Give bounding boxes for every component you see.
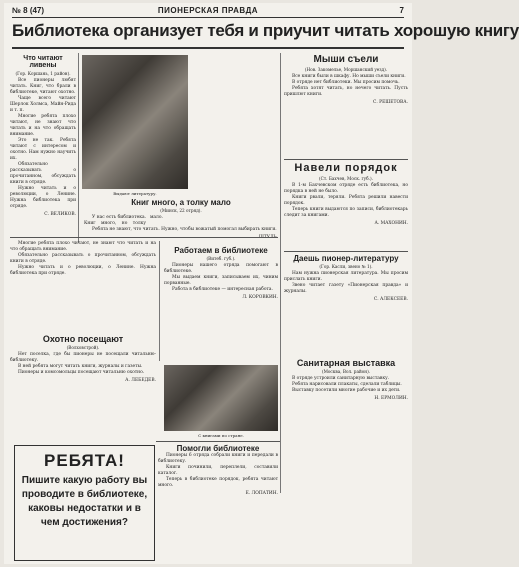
article-subtitle: (Гор. Коршань, 1 район). bbox=[15, 70, 71, 76]
paragraph: Пионеры и комсомольцы посещают читальню охотно. bbox=[18, 370, 145, 376]
article-title: Мыши съели bbox=[313, 54, 379, 65]
paragraph: Все пионеры любят читать. Книг, что брали в библиотеке, читают охотно. bbox=[10, 77, 76, 95]
paragraph: В ней ребята могут читать книги, журналы и газеты. bbox=[18, 364, 143, 370]
paragraph: Звено читает газету «Пионерская правда» и журналы. bbox=[284, 283, 408, 295]
article-what-they-read bbox=[10, 55, 76, 233]
photo-books-delivery bbox=[164, 365, 278, 431]
photo-caption: Выдают литературу. bbox=[113, 191, 157, 196]
article-sanitary-exhibition bbox=[284, 359, 408, 559]
article-title: Помогли библиотеке bbox=[176, 444, 260, 453]
paragraph: У нас есть библиотека. Книг много, но толку мало. bbox=[84, 215, 163, 227]
newspaper-title: ПИОНЕРСКАЯ ПРАВДА bbox=[157, 6, 259, 15]
paragraph: Ребята нарисовали плакаты, сделали таблицы. bbox=[292, 382, 402, 388]
paragraph: В отряде устроили санитарную выставку. bbox=[292, 376, 390, 382]
call-to-action-box bbox=[14, 445, 155, 561]
photo-library-counter bbox=[82, 55, 188, 189]
article-order bbox=[284, 163, 408, 247]
paragraph: Книги рвали, теряли. Ребята решили навести порядок. bbox=[284, 194, 408, 206]
paragraph: Все книги были в шкафу. Но мыши съели книги. bbox=[292, 73, 406, 79]
paragraph: Нет поселка, где бы пионеры не посещали читальню-библиотеку. bbox=[10, 352, 156, 364]
column-rule bbox=[280, 53, 281, 493]
article-subtitle: (Гор. Касли, звено № 1). bbox=[319, 264, 373, 270]
cta-text: Пишите какую работу вы проводите в библиотеке, каковы недостатки и в чем достижения? bbox=[21, 475, 148, 528]
photo-caption: С книгами по стране. bbox=[198, 433, 244, 438]
article-what-they-read-continued bbox=[10, 241, 156, 331]
author-signature: С. ВЕЛИКОВ. bbox=[44, 211, 76, 217]
article-willingly-visit bbox=[10, 335, 156, 441]
article-title: Охотно посещают bbox=[42, 334, 124, 344]
column-rule bbox=[159, 241, 160, 361]
paragraph: Книги починили, переплели, составили каталог. bbox=[158, 465, 278, 477]
article-many-books bbox=[84, 199, 278, 241]
paragraph: Многие ребята плохо читают, не знают что читать и на что обращать внимание. bbox=[10, 241, 156, 252]
paragraph: Ребята не знают, что читать. Нужно, чтобы вожатый помогал выбирать книги. bbox=[92, 227, 277, 233]
article-subtitle: (Москва, Вол. район). bbox=[321, 369, 371, 375]
paragraph: Теперь в библиотеке порядок, ребята читают много. bbox=[158, 477, 278, 489]
paragraph: Чаще всего читают Шерлок Холмса, Майн-Рида и т. п. bbox=[10, 95, 76, 113]
article-title: Что читают ливены bbox=[23, 55, 63, 70]
article-title: Даешь пионер-литературу bbox=[293, 254, 399, 263]
cta-heading: РЕБЯТА! bbox=[44, 451, 125, 470]
article-title: Навели порядок bbox=[294, 162, 398, 174]
paragraph: Пионеры нашего отряда помогают в библиотеке. bbox=[164, 263, 278, 275]
author-signature: А. ЛЕБЕДЕВ. bbox=[125, 378, 156, 384]
paragraph: Нужно читать и о революции, о Ленине. Нужна библиотека при отряде. bbox=[10, 185, 76, 209]
paragraph: Нам нужна пионерская литература. Мы просим прислать книги. bbox=[284, 271, 408, 283]
paragraph: Пионеры 6 отряда собрали книги и передали в библиотеку. bbox=[158, 453, 278, 465]
article-title: Книг много, а толку мало bbox=[131, 198, 231, 207]
article-subtitle: (Волховстрой). bbox=[66, 345, 100, 351]
article-title: Санитарная выставка bbox=[296, 358, 396, 368]
author-signature: Н. ЕРМОЛИН. bbox=[374, 396, 408, 402]
article-subtitle: (Нов. Закомелье, Моршанский уезд). bbox=[304, 66, 388, 72]
paragraph: Выставку посетили многие рабочие и их дети. bbox=[292, 388, 401, 394]
article-subtitle: (Минск, 22 отряд). bbox=[160, 208, 202, 214]
article-mice-ate bbox=[284, 55, 408, 157]
paragraph: Теперь книги выдаются по записи, библиотекарь следит за книгами. bbox=[284, 206, 408, 218]
divider bbox=[284, 159, 408, 160]
paragraph: Обязательно рассказывать о прочитанном, обсуждать книги в отряде. bbox=[10, 161, 76, 185]
paragraph: Это не так. Ребята читают с интересом и охотно. Нам нужно научить их. bbox=[10, 137, 76, 161]
author-signature: Е. ЛОПАТИН. bbox=[245, 491, 278, 497]
page-number: 7 bbox=[399, 6, 404, 15]
article-title: Работаем в библиотеке bbox=[174, 246, 268, 255]
paragraph: Работа в библиотеке — интересная работа. bbox=[172, 287, 273, 293]
paragraph: Нужно читать и о революции, о Ленине. Нужна библиотека при отряде. bbox=[10, 265, 156, 276]
author-signature: Л. КОРОВКИН. bbox=[242, 295, 278, 301]
paragraph: В 1-м Бахчевском отряде есть библиотека, но порядка в ней не было. bbox=[284, 182, 408, 194]
page-header bbox=[12, 5, 404, 18]
paragraph: Многие ребята плохо читают, не знают что читать и на что обращать внимание. bbox=[10, 113, 76, 137]
newspaper-page bbox=[4, 3, 519, 564]
author-signature: С. АЛЕКСЕЕВ. bbox=[373, 297, 408, 303]
author-signature: А. МАХОНИН. bbox=[374, 220, 408, 226]
divider bbox=[284, 251, 408, 252]
paragraph: Мы выдаем книги, записываем их, чиним порванные. bbox=[164, 275, 278, 287]
column-rule bbox=[78, 53, 79, 243]
author-signature: С. РЕШЕТОВА. bbox=[372, 99, 408, 105]
paragraph: Обязательно рассказывать о прочитанном, обсуждать книги в отряде. bbox=[10, 253, 156, 264]
divider bbox=[156, 441, 280, 442]
article-subtitle: (Витеб. губ.). bbox=[206, 256, 236, 262]
article-work-in-library bbox=[164, 247, 278, 361]
issue-number: № 8 (47) bbox=[12, 6, 45, 15]
article-subtitle: (Ст. Бахчев, Моск. губ.). bbox=[319, 175, 373, 181]
paragraph: В отряде нет библиотеки. Мы просим помочь. bbox=[292, 79, 400, 85]
banner-headline: Библиотека организует тебя и приучит читать хорошую книгу bbox=[12, 21, 404, 49]
paragraph: Ребята хотят читать, но нечего читать. Пусть пришлют книги. bbox=[284, 85, 408, 97]
article-pioneer-literature bbox=[284, 255, 408, 353]
divider bbox=[10, 237, 278, 238]
article-helped-library bbox=[158, 445, 278, 559]
